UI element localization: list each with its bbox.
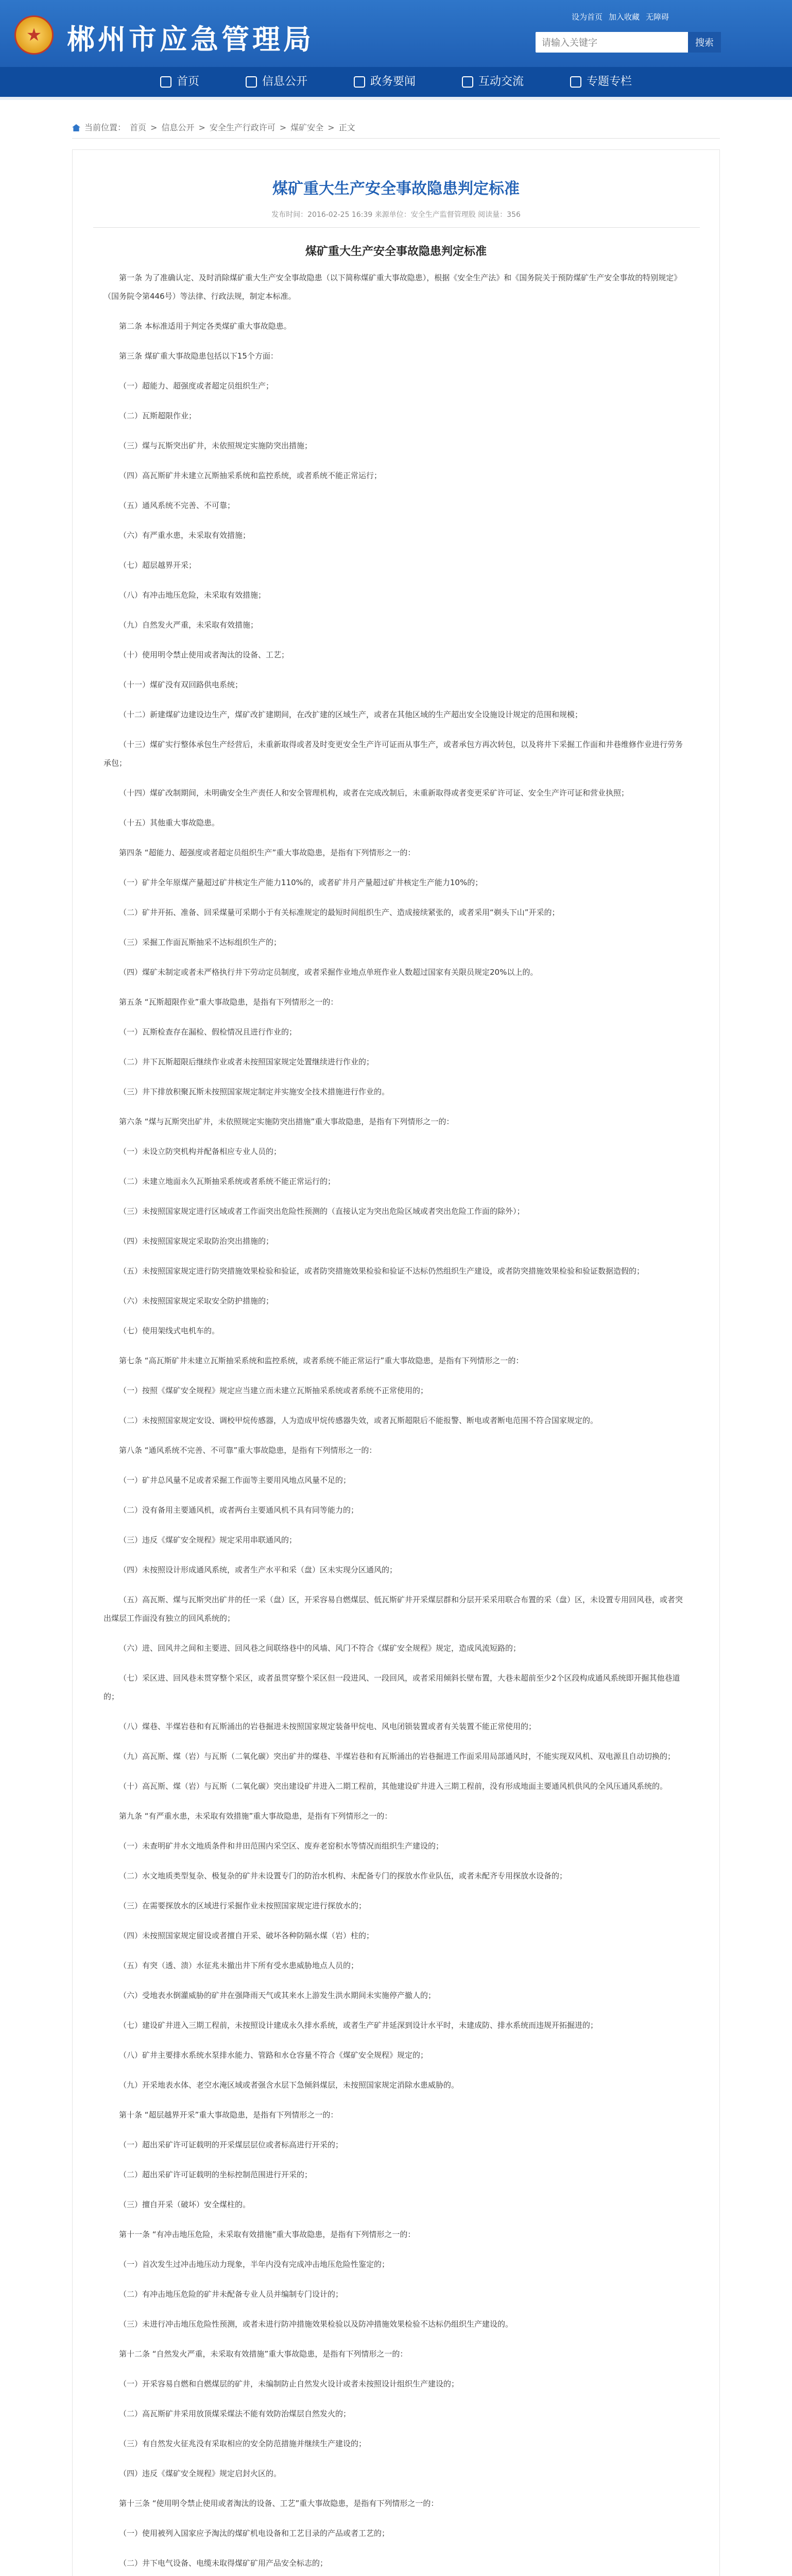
article-paragraph: （十二）新建煤矿边建设边生产，煤矿改扩建期间，在改扩建的区域生产，或者在其他区域的生产超出安全设施设计规定的范围和规模； <box>119 710 583 719</box>
article-paragraph: （一）超出采矿许可证载明的开采煤层层位或者标高进行开采的； <box>119 2140 343 2149</box>
article-paragraph: （十五）其他重大事故隐患。 <box>119 818 220 827</box>
article-paragraph: （一）矿井全年原煤产量超过矿井核定生产能力110%的，或者矿井月产量超过矿井核定生产能力10%的； <box>119 878 483 887</box>
set-homepage-link[interactable]: 设为首页 <box>572 12 603 22</box>
article-paragraph: （三）擅自开采（破坏）安全煤柱的。 <box>119 2200 251 2209</box>
nav-label: 政务要闻 <box>370 75 416 88</box>
article-paragraph: 第四条 “超能力、超强度或者超定员组织生产”重大事故隐患，是指有下列情形之一的： <box>119 848 416 857</box>
article-paragraph: （七）采区进、回风巷未贯穿整个采区，或者虽贯穿整个采区但一段进风、一段回风，或者采用倾斜长壁布置，大巷未超前至少2个区段构成通风系统即开掘其他巷道的； <box>104 1673 680 1701</box>
article-paragraph: （九）高瓦斯、煤（岩）与瓦斯（二氧化碳）突出矿井的煤巷、半煤岩巷和有瓦斯涌出的岩巷掘进工作面采用局部通风时，不能实现双风机、双电源且自动切换的； <box>119 1752 676 1761</box>
article-paragraph: 第十条 “超层越界开采”重大事故隐患，是指有下列情形之一的： <box>119 2110 338 2120</box>
article-paragraph: （九）自然发火严重，未采取有效措施； <box>119 620 259 630</box>
nav-divider <box>0 97 792 100</box>
article-paragraph: （四）高瓦斯矿井未建立瓦斯抽采系统和监控系统，或者系统不能正常运行； <box>119 471 382 480</box>
breadcrumb-home[interactable]: 首页 <box>130 123 147 132</box>
nav-label: 专题专栏 <box>587 75 632 88</box>
article-paragraph: （六）有严重水患，未采取有效措施； <box>119 531 251 540</box>
article-paragraph: （二）井下电气设备、电缆未取得煤矿矿用产品安全标志的； <box>119 2558 328 2568</box>
breadcrumb-prefix: 当前位置： <box>84 123 126 132</box>
article-paragraph: （一）超能力、超强度或者超定员组织生产； <box>119 381 274 391</box>
article-paragraph: （五）通风系统不完善、不可靠； <box>119 501 235 510</box>
article-paragraph: （四）未按照国家规定采取防治突出措施的； <box>119 1236 274 1246</box>
chat-icon <box>462 76 473 88</box>
article-paragraph: （五）未按照国家规定进行防突措施效果检验和验证，或者防突措施效果检验和验证不达标仍然组织生产建设，或者防突措施效果检验和验证数据造假的； <box>119 1266 645 1276</box>
article-paragraph: （六）未按照国家规定采取安全防护措施的； <box>119 1296 274 1306</box>
article-paragraph: （二）矿井开拓、准备、回采煤量可采期小于有关标准规定的最短时间组织生产、造成接续紧张的，或者采用“剃头下山”开采的； <box>119 908 560 917</box>
nav-item-special[interactable] <box>570 67 632 97</box>
nav-item-interaction[interactable] <box>462 67 524 97</box>
article-paragraph: 第三条 煤矿重大事故隐患包括以下15个方面： <box>119 351 278 361</box>
grid-icon <box>570 76 581 88</box>
article-paragraph: （三）有自然发火征兆没有采取相应的安全防范措施并继续生产建设的； <box>119 2439 367 2448</box>
add-favorite-link[interactable]: 加入收藏 <box>609 12 640 22</box>
accessibility-link[interactable]: 无障碍 <box>646 12 669 22</box>
article-paragraph: （三）违反《煤矿安全规程》规定采用串联通风的； <box>119 1535 297 1545</box>
national-emblem-icon: ★ <box>14 15 54 55</box>
breadcrumb: 当前位置： 首页 > 信息公开 > 安全生产行政许可 > 煤矿安全 > 正文 <box>72 117 720 139</box>
article-paragraph: （五）有突（透、溃）水征兆未撤出井下所有受水患威胁地点人员的； <box>119 1961 359 1970</box>
article-paragraph: 第九条 “有严重水患，未采取有效措施”重大事故隐患，是指有下列情形之一的： <box>119 1811 392 1821</box>
article-paragraph: （八）有冲击地压危险，未采取有效措施； <box>119 590 266 600</box>
home-icon <box>72 124 80 131</box>
article-paragraph: 第七条 “高瓦斯矿井未建立瓦斯抽采系统和监控系统，或者系统不能正常运行”重大事故隐患，是指有下列情形之一的： <box>119 1356 524 1365</box>
breadcrumb-current: 正文 <box>338 123 355 132</box>
article-paragraph: （二）高瓦斯矿井采用放顶煤采煤法不能有效防治煤层自然发火的； <box>119 2409 351 2418</box>
article-paragraph: （二）有冲击地压危险的矿井未配备专业人员并编制专门设计的； <box>119 2290 343 2299</box>
nav-item-info-disclosure[interactable] <box>246 67 307 97</box>
article-paragraph: 第十三条 “使用明令禁止使用或者淘汰的设备、工艺”重大事故隐患，是指有下列情形之一的： <box>119 2499 439 2508</box>
breadcrumb-info[interactable]: 信息公开 <box>161 123 195 132</box>
nav-item-news[interactable] <box>354 67 416 97</box>
nav-label: 互动交流 <box>478 75 524 88</box>
article-paragraph: 第八条 “通风系统不完善、不可靠”重大事故隐患，是指有下列情形之一的： <box>119 1446 377 1455</box>
article-paragraph: （一）使用被列入国家应予淘汰的煤矿机电设备和工艺目录的产品或者工艺的； <box>119 2529 390 2538</box>
article-paragraph: （二）瓦斯超限作业； <box>119 411 197 420</box>
nav-item-home[interactable] <box>160 67 199 97</box>
article-container <box>72 149 720 2576</box>
article-paragraph: （二）水文地质类型复杂、极复杂的矿井未设置专门的防治水机构、未配备专门的探放水作业队伍，或者未配齐专用探放水设备的； <box>119 1871 567 1880</box>
document-title: 煤矿重大生产安全事故隐患判定标准 <box>305 245 487 258</box>
breadcrumb-coal[interactable]: 煤矿安全 <box>290 123 324 132</box>
article-paragraph: 第一条 为了准确认定、及时消除煤矿重大生产安全事故隐患（以下简称煤矿重大事故隐患），根据《安全生产法》和《国务院关于预防煤矿生产安全事故的特别规定》（国务院令第446号）等法律、行政法规，制定本标准。 <box>104 273 682 301</box>
article-paragraph: （三）煤与瓦斯突出矿井，未依照规定实施防突出措施； <box>119 441 313 450</box>
article-paragraph: （一）矿井总风量不足或者采掘工作面等主要用风地点风量不足的； <box>119 1476 351 1485</box>
site-header <box>0 0 792 67</box>
article-paragraph: （三）未按照国家规定进行区域或者工作面突出危险性预测的（直接认定为突出危险区域或者突出危险工作面的除外）； <box>119 1207 525 1216</box>
article-paragraph: （一）开采容易自燃和自燃煤层的矿井，未编制防止自然发火设计或者未按照设计组织生产建设的； <box>119 2379 459 2388</box>
article-paragraph: （二）未建立地面永久瓦斯抽采系统或者系统不能正常运行的； <box>119 1177 336 1186</box>
article-body <box>104 268 690 2576</box>
article-paragraph: （十一）煤矿没有双回路供电系统； <box>119 680 243 689</box>
home-icon <box>160 76 171 88</box>
article-paragraph: （一）瓦斯检查存在漏检、假检情况且进行作业的； <box>119 1027 297 1037</box>
article-paragraph: （七）建设矿井进入三期工程前，未按照设计建成永久排水系统，或者生产矿井延深到设计水平时，未建成防、排水系统而违规开拓掘进的； <box>119 2021 598 2030</box>
article-paragraph: （三）未进行冲击地压危险性预测，或者未进行防冲措施效果检验以及防冲措施效果检验不达标仍组织生产建设的。 <box>119 2319 513 2329</box>
nav-label: 信息公开 <box>262 75 307 88</box>
article-paragraph: 第五条 “瓦斯超限作业”重大事故隐患，是指有下列情形之一的： <box>119 997 338 1007</box>
article-paragraph: （四）煤矿未制定或者未严格执行井下劳动定员制度，或者采掘作业地点单班作业人数超过国家有关限员规定20%以上的。 <box>119 968 538 977</box>
article-paragraph: （五）高瓦斯、煤与瓦斯突出矿井的任一采（盘）区，开采容易自燃煤层、低瓦斯矿井开采煤层群和分层开采采用联合布置的采（盘）区，未设置专用回风巷，或者突出煤层工作面没有独立的回风系统的； <box>104 1595 683 1623</box>
article-paragraph: （十）高瓦斯、煤（岩）与瓦斯（二氧化碳）突出建设矿井进入二期工程前，其他建设矿井进入三期工程前，没有形成地面主要通风机供风的全风压通风系统的。 <box>119 1782 668 1791</box>
divider <box>93 227 700 228</box>
breadcrumb-license[interactable]: 安全生产行政许可 <box>209 123 276 132</box>
article-paragraph: （三）在需要探放水的区域进行采掘作业未按照国家规定进行探放水的； <box>119 1901 367 1910</box>
article-paragraph: （九）开采地表水体、老空水淹区域或者强含水层下急倾斜煤层，未按照国家规定消除水患威胁的。 <box>119 2080 459 2090</box>
article-paragraph: 第十一条 “有冲击地压危险，未采取有效措施”重大事故隐患，是指有下列情形之一的： <box>119 2230 416 2239</box>
article-paragraph: （十四）煤矿改制期间，未明确安全生产责任人和安全管理机构，或者在完成改制后，未重新取得或者变更采矿许可证、安全生产许可证和营业执照； <box>119 788 629 798</box>
article-paragraph: （二）超出采矿许可证载明的坐标控制范围进行开采的； <box>119 2170 313 2179</box>
top-links <box>572 11 669 22</box>
search-button[interactable]: 搜索 <box>688 32 721 53</box>
folder-icon <box>246 76 257 88</box>
article-paragraph: （三）井下排放积聚瓦斯未按照国家规定制定并实施安全技术措施进行作业的。 <box>119 1087 390 1096</box>
article-paragraph: （三）采掘工作面瓦斯抽采不达标组织生产的； <box>119 938 282 947</box>
search-box <box>536 32 721 53</box>
site-title: 郴州市应急管理局 <box>67 23 314 56</box>
article-paragraph: （八）煤巷、半煤岩巷和有瓦斯涌出的岩巷掘进未按照国家规定装备甲烷电、风电闭锁装置或者有关装置不能正常使用的； <box>119 1722 537 1731</box>
article-paragraph: （一）未设立防突机构并配备相应专业人员的； <box>119 1147 282 1156</box>
article-paragraph: （十）使用明令禁止使用或者淘汰的设备、工艺； <box>119 650 289 659</box>
main-nav <box>0 67 792 97</box>
article-paragraph: （七）使用架线式电机车的。 <box>119 1326 220 1335</box>
article-paragraph: （二）未按照国家规定安设、调校甲烷传感器，人为造成甲烷传感器失效，或者瓦斯超限后不能报警、断电或者断电范围不符合国家规定的。 <box>119 1416 598 1425</box>
nav-label: 首页 <box>176 75 199 88</box>
article-paragraph: （一）按照《煤矿安全规程》规定应当建立而未建立瓦斯抽采系统或者系统不正常使用的； <box>119 1386 428 1395</box>
article-paragraph: （八）矿井主要排水系统水泵排水能力、管路和水仓容量不符合《煤矿安全规程》规定的； <box>119 2050 428 2060</box>
article-paragraph: （四）未按照设计形成通风系统，或者生产水平和采（盘）区未实现分区通风的； <box>119 1565 398 1574</box>
article-paragraph: （六）受地表水倒灌威胁的矿井在强降雨天气或其来水上游发生洪水期间未实施停产撤人的； <box>119 1991 436 2000</box>
article-paragraph: 第二条 本标准适用于判定各类煤矿重大事故隐患。 <box>119 321 291 331</box>
article-paragraph: （二）井下瓦斯超限后继续作业或者未按照国家规定处置继续进行作业的； <box>119 1057 374 1066</box>
article-title: 煤矿重大生产安全事故隐患判定标准 <box>272 180 520 198</box>
search-input[interactable] <box>541 32 687 54</box>
article-paragraph: （四）未按照国家规定留设或者擅自开采、破坏各种防隔水煤（岩）柱的； <box>119 1931 374 1940</box>
article-paragraph: （一）首次发生过冲击地压动力现象，半年内没有完成冲击地压危险性鉴定的； <box>119 2260 390 2269</box>
article-paragraph: （七）超层越界开采； <box>119 561 197 570</box>
article-paragraph: 第十二条 “自然发火严重，未采取有效措施”重大事故隐患，是指有下列情形之一的： <box>119 2349 408 2359</box>
article-paragraph: 第六条 “煤与瓦斯突出矿井，未依照规定实施防突出措施”重大事故隐患，是指有下列情形之一的： <box>119 1117 454 1126</box>
article-paragraph: （十三）煤矿实行整体承包生产经营后，未重新取得或者及时变更安全生产许可证而从事生产，或者承包方再次转包，以及将井下采掘工作面和井巷维修作业进行劳务承包； <box>104 740 683 768</box>
article-paragraph: （二）没有备用主要通风机，或者两台主要通风机不具有同等能力的； <box>119 1505 359 1515</box>
article-meta: 发布时间：2016-02-25 16:39 来源单位：安全生产监督管理股 阅读量：356 <box>271 211 521 219</box>
article-paragraph: （一）未查明矿井水文地质条件和井田范围内采空区、废弃老窑积水等情况而组织生产建设的； <box>119 1841 444 1851</box>
article-paragraph: （六）进、回风井之间和主要进、回风巷之间联络巷中的风墙、风门不符合《煤矿安全规程》规定，造成风流短路的； <box>119 1643 521 1653</box>
news-icon <box>354 76 365 88</box>
article-paragraph: （四）违反《煤矿安全规程》规定启封火区的。 <box>119 2469 282 2478</box>
